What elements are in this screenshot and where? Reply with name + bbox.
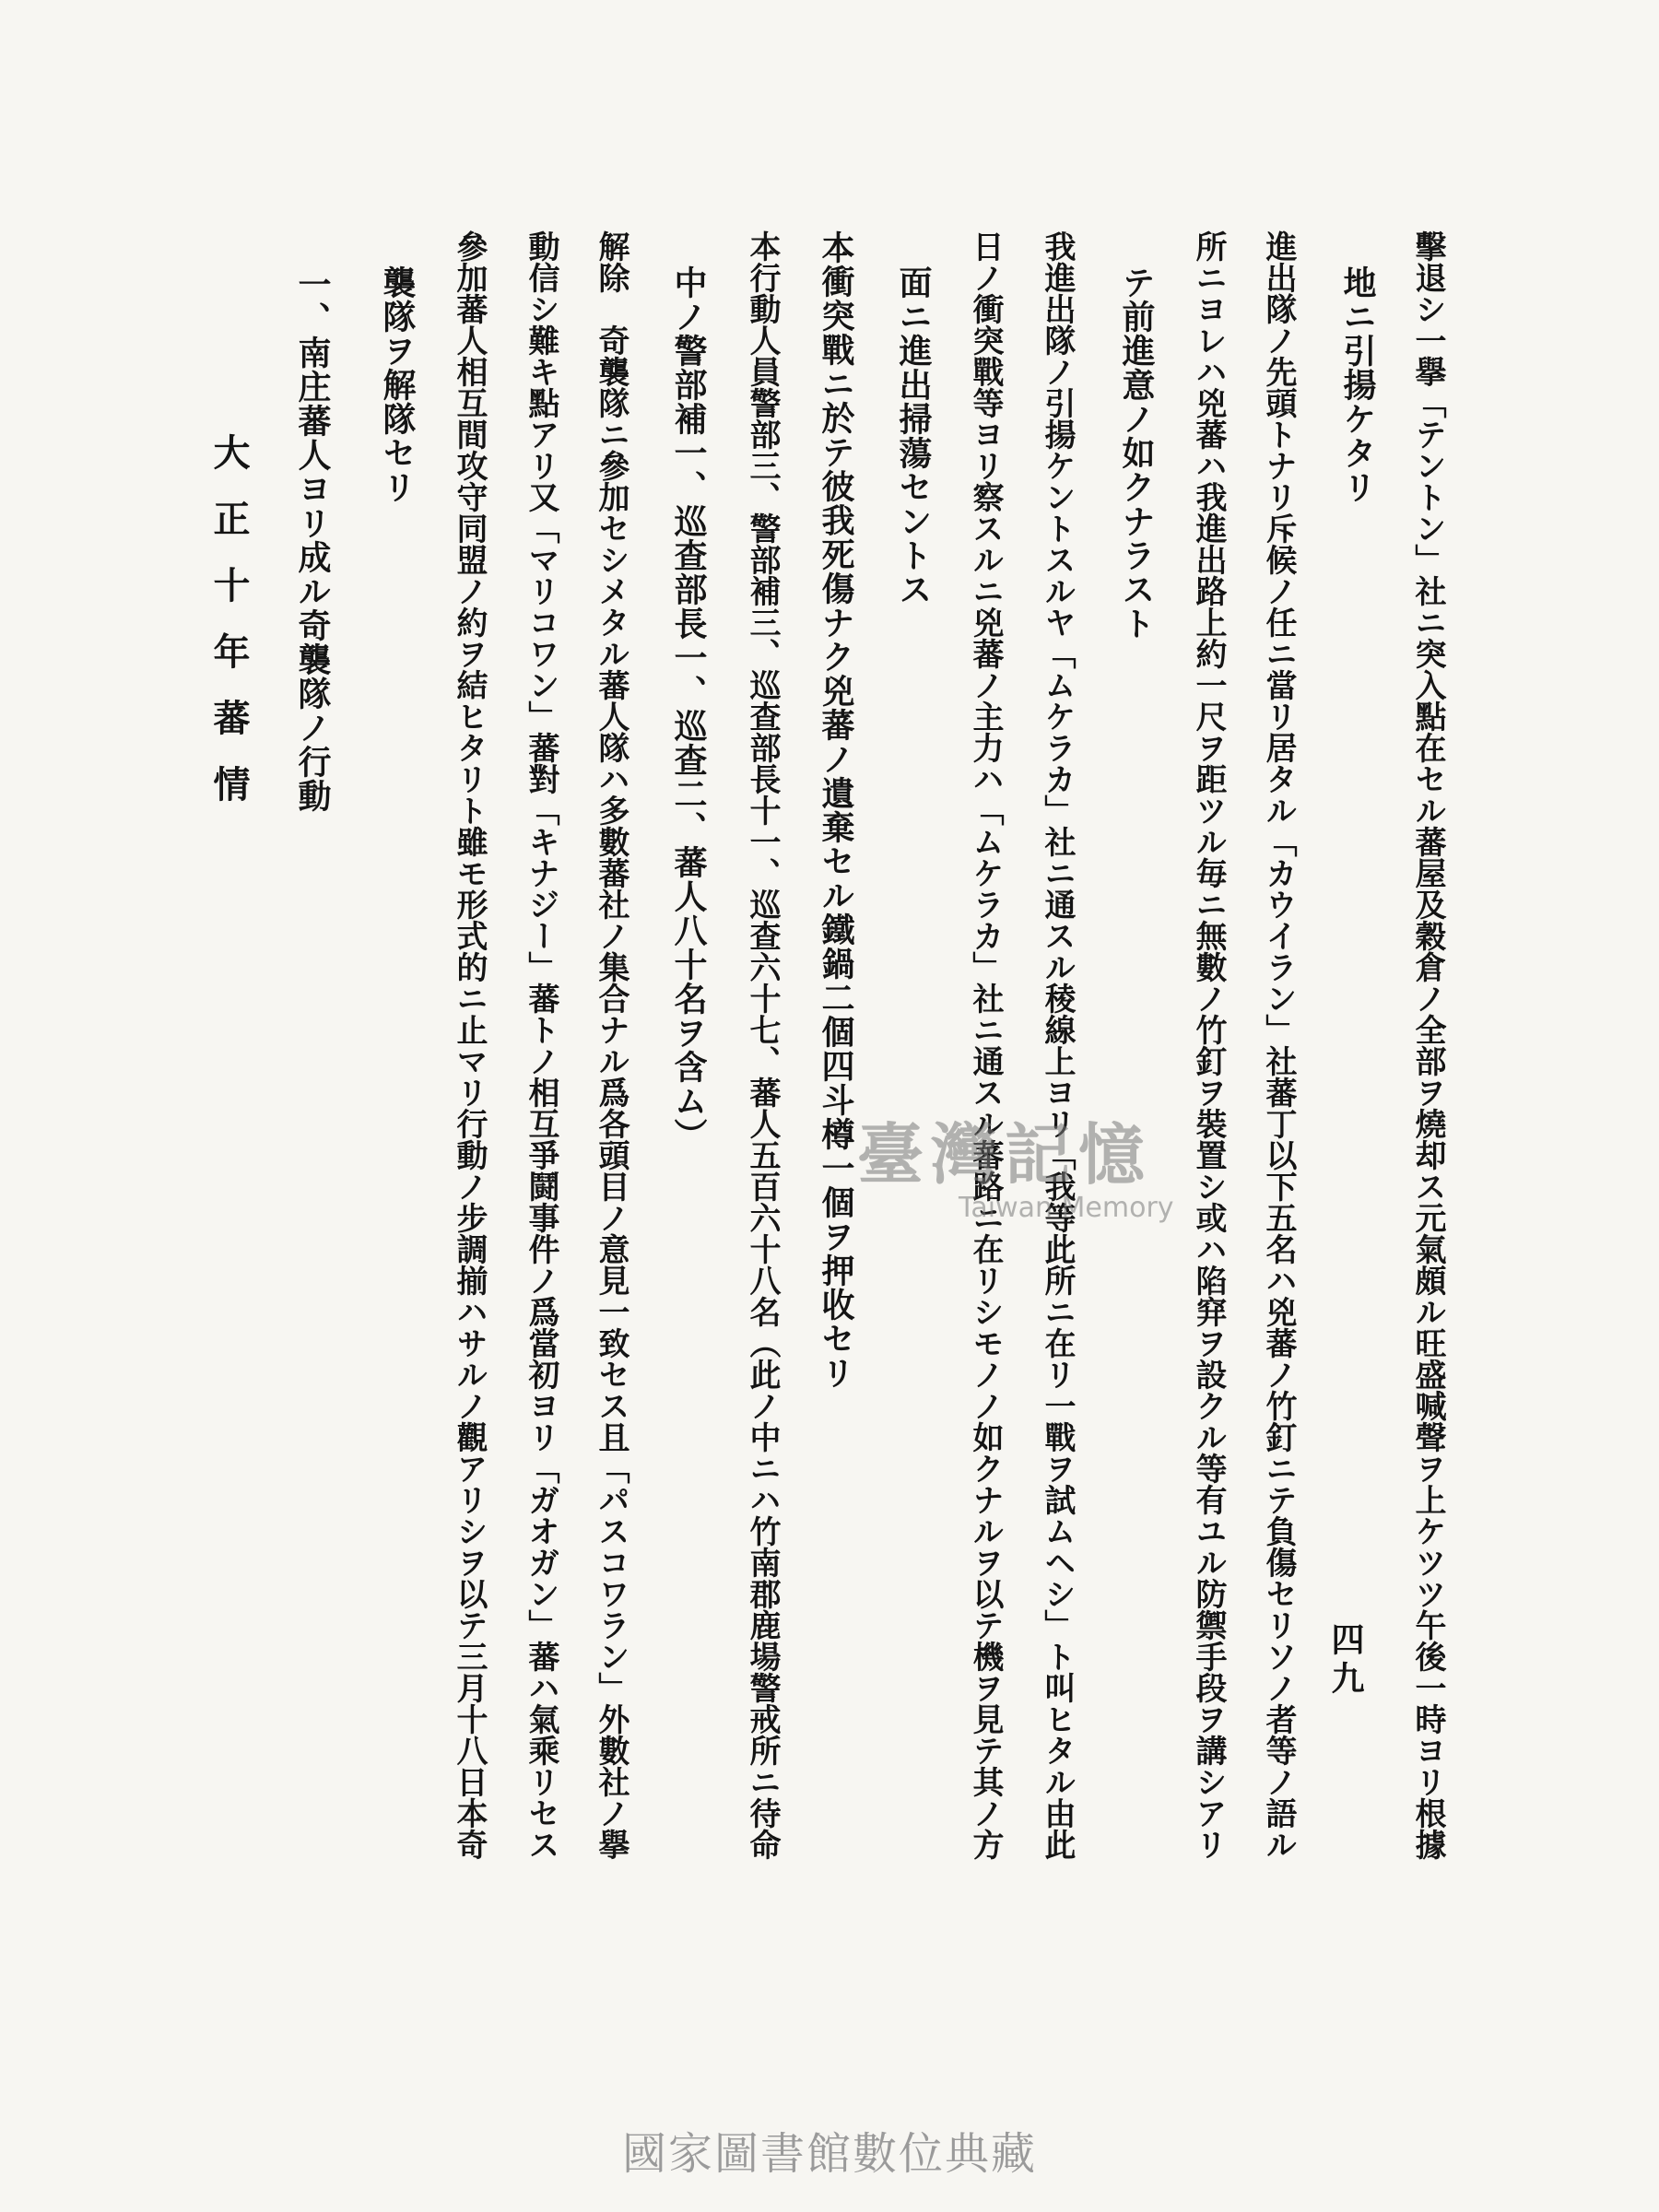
text-line-9: 本衝突戰ニ於テ彼我死傷ナク兇蕃ノ遺棄セル鐵鍋二個四斗樽一個ヲ押收セリ — [817, 230, 855, 1390]
watermark-text: 臺灣記憶 — [857, 1116, 1153, 1194]
text-line-4: 所ニヨレハ兇蕃ハ我進出路上約一尺ヲ距ツル毎ニ無數ノ竹釘ヲ裝置シ或ハ陷穽ヲ設クル等有ユル防禦手段ヲ講シアリ — [1190, 230, 1227, 1860]
text-line-10: 本行動人員警部三、警部補三、巡查部長十一、巡查六十七、蕃人五百六十八名（此ノ中ニハ竹南郡鹿場警戒所ニ待命 — [744, 230, 781, 1860]
text-line-8: 面ニ進出掃蕩セントス — [894, 265, 933, 606]
text-line-2: 地ニ引揚ケタリ — [1338, 265, 1377, 504]
running-title: 大正十年蕃情 — [207, 433, 251, 831]
section-heading: 一、南庄蕃人ヨリ成ル奇襲隊ノ行動 — [293, 267, 332, 813]
text-line-11: 中ノ警部補一、巡查部長一、巡查二、蕃人八十名ヲ含ム） — [669, 265, 708, 1152]
text-line-1: 擊退シ一擧「テントン」社ニ突入點在セル蕃屋及穀倉ノ全部ヲ燒却ス元氣頗ル旺盛喊聲ヲ上ケツツ午後一時ヨリ根據 — [1409, 230, 1446, 1860]
text-line-7: 日ノ衝突戰等ヨリ察スルニ兇蕃ノ主力ハ「ムケラカ」社ニ通スル蕃路ニ在リシモノノ如クナルヲ以テ機ヲ見テ其ノ方 — [967, 230, 1004, 1860]
watermark-text-en: Taiwan Memory — [959, 1192, 1174, 1224]
text-line-13: 動信シ難キ點アリ又「マリコワン」蕃對「キナジー」蕃トノ相互爭鬪事件ノ爲當初ヨリ「ガオガン」蕃ハ氣乘リセス — [523, 230, 559, 1860]
page-number: 四九 — [1326, 1622, 1365, 1700]
text-line-14: 參加蕃人相互間攻守同盟ノ約ヲ結ヒタリト雖モ形式的ニ止マリ行動ノ步調揃ハサルノ觀アリシヲ以テ三月十八日本奇 — [451, 230, 488, 1860]
text-line-3: 進出隊ノ先頭トナリ斥候ノ任ニ當リ居タル「カウイラン」社蕃丁以下五名ハ兇蕃ノ竹釘ニテ負傷セリソノ者等ノ語ル — [1260, 230, 1297, 1860]
text-line-15: 襲隊ヲ解隊セリ — [378, 265, 417, 504]
text-line-6: 我進出隊ノ引揚ケントスルヤ「ムケラカ」社ニ通スル稜線上ヨリ「我等此所ニ在リ一戰ヲ試ムヘシ」ト叫ヒタル由此 — [1039, 230, 1076, 1860]
text-line-5: テ前進意ノ如クナラスト — [1117, 265, 1156, 641]
text-line-12: 解除 奇襲隊ニ參加セシメタル蕃人隊ハ多數蕃社ノ集合ナル爲各頭目ノ意見一致セス且「パスコワラン」外數社ノ擧 — [593, 230, 629, 1860]
footer-credit: 國家圖書館數位典藏 — [621, 2128, 1037, 2180]
